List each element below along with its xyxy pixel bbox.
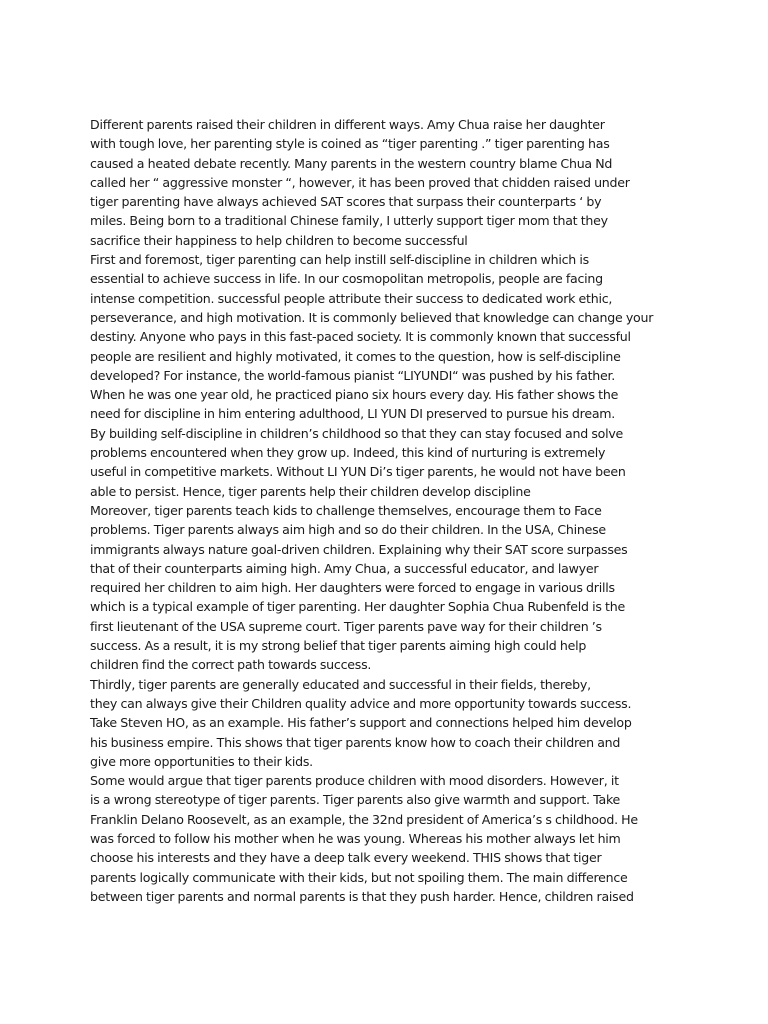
text-line: sacrifice their happiness to help children to become successful [90,232,468,248]
text-line: caused a heated debate recently. Many parents in the western country blame Chua Nd [90,155,613,171]
text-line: First and foremost, tiger parenting can help instill self-discipline in children which is [90,252,589,268]
text-line: his business empire. This shows that tiger parents know how to coach their children and [90,734,621,750]
text-line: problems encountered when they grow up. Indeed, this kind of nurturing is extremely [90,445,606,461]
text-line: with tough love, her parenting style is coined as “tiger parenting .” tiger parenting has [90,136,610,152]
text-line: By building self-discipline in children’s childhood so that they can stay focused and solve [90,425,624,441]
text-line: Take Steven HO, as an example. His father’s support and connections helped him develop [90,715,632,731]
essay-text [90,115,690,906]
text-line: immigrants always nature goal-driven children. Explaining why their SAT score surpasses [90,541,628,557]
text-line: perseverance, and high motivation. It is commonly believed that knowledge can change your [90,309,654,325]
text-line: which is a typical example of tiger parenting. Her daughter Sophia Chua Rubenfeld is the [90,599,625,615]
text-line: they can always give their Children quality advice and more opportunity towards success. [90,695,632,711]
text-line: intense competition. successful people attribute their success to dedicated work ethic, [90,290,613,306]
text-line: able to persist. Hence, tiger parents help their children develop discipline [90,483,531,499]
text-line: Different parents raised their children in different ways. Amy Chua raise her daughter [90,117,605,132]
text-line: Moreover, tiger parents teach kids to challenge themselves, encourage them to Face [90,502,602,518]
text-line: problems. Tiger parents always aim high and so do their children. In the USA, Chinese [90,522,606,538]
text-line: destiny. Anyone who pays in this fast-paced society. It is commonly known that successful [90,329,631,345]
text-line: people are resilient and highly motivated, it comes to the question, how is self-discipline [90,348,621,364]
text-line: first lieutenant of the USA supreme court. Tiger parents pave way for their children ’s [90,618,602,634]
text-line: required her children to aim high. Her daughters were forced to engage in various drills [90,580,615,596]
text-line: that of their counterparts aiming high. Amy Chua, a successful educator, and lawyer [90,560,599,576]
text-line: When he was one year old, he practiced piano six hours every day. His father shows the [90,387,619,403]
text-line: is a wrong stereotype of tiger parents. Tiger parents also give warmth and support. Take [90,792,621,808]
text-line: was forced to follow his mother when he was young. Whereas his mother always let him [90,830,621,846]
text-line: children find the correct path towards success. [90,657,372,673]
text-line: need for discipline in him entering adulthood, LI YUN DI preserved to pursue his dream. [90,406,616,422]
text-line: essential to achieve success in life. In our cosmopolitan metropolis, people are facing [90,271,603,287]
text-line: between tiger parents and normal parents is that they push harder. Hence, children raised [90,888,634,904]
text-line: developed? For instance, the world-famous pianist “LIYUNDI“ was pushed by his father. [90,367,616,383]
text-line: called her “ aggressive monster “, however, it has been proved that chidden raised under [90,174,630,190]
text-line: tiger parenting have always achieved SAT scores that surpass their counterparts ‘ by [90,194,602,210]
text-line: choose his interests and they have a deep talk every weekend. THIS shows that tiger [90,850,602,866]
text-line: Thirdly, tiger parents are generally educated and successful in their fields, thereby, [90,676,591,692]
text-line: miles. Being born to a traditional Chinese family, I utterly support tiger mom that they [90,213,608,229]
text-line: Some would argue that tiger parents produce children with mood disorders. However, it [90,773,619,789]
text-line: parents logically communicate with their kids, but not spoiling them. The main difference [90,869,628,885]
text-line: give more opportunities to their kids. [90,753,313,769]
text-line: success. As a result, it is my strong belief that tiger parents aiming high could help [90,638,587,654]
text-line: useful in competitive markets. Without LI YUN Di’s tiger parents, he would not have been [90,464,626,480]
text-line: Franklin Delano Roosevelt, as an example, the 32nd president of America’s s childhood. He [90,811,638,827]
